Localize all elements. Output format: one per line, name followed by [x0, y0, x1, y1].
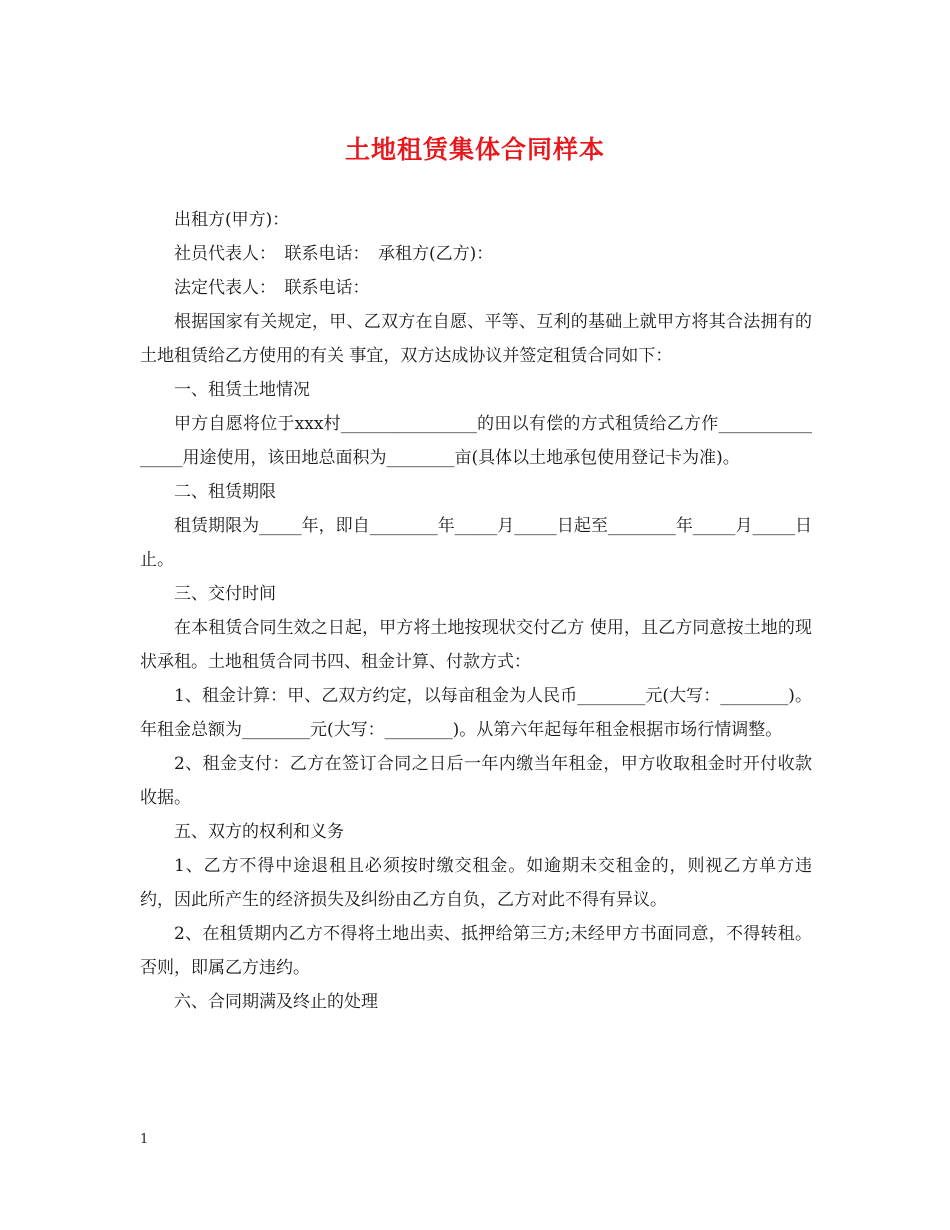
- obligation-paragraph-2: 2、在租赁期内乙方不得将土地出卖、抵押给第三方;未经甲方书面同意，不得转租。否则，即属乙方违约。: [140, 924, 812, 978]
- obligation-paragraph-1: 1、乙方不得中途退租且必须按时缴交租金。如逾期未交租金的，则视乙方单方违约，因此所产生的经济损失及纠纷由乙方自负，乙方对此不得有异议。: [140, 856, 812, 910]
- page-number: 1: [140, 1132, 149, 1147]
- section-heading-5: 五、双方的权利和义务: [174, 822, 344, 842]
- lessor-line: 出租方(甲方)：: [174, 210, 290, 230]
- section-heading-1: 一、租赁土地情况: [174, 380, 310, 400]
- legal-representative-line: 法定代表人： 联系电话：: [174, 278, 370, 298]
- land-description-paragraph: 甲方自愿将位于xxx村________________的田以有偿的方式租赁给乙方作________________用途使用，该田地总面积为________亩(具体以土地承包使用登记卡为准)。: [140, 414, 812, 468]
- delivery-paragraph: 在本租赁合同生效之日起，甲方将土地按现状交付乙方 使用，且乙方同意按土地的现状承租。土地租赁合同书四、租金计算、付款方式：: [140, 618, 812, 672]
- rent-payment-paragraph: 2、租金支付：乙方在签订合同之日后一年内缴当年租金，甲方收取租金时开付收款收据。: [140, 754, 812, 808]
- section-heading-2: 二、租赁期限: [174, 482, 276, 502]
- section-heading-3: 三、交付时间: [174, 584, 276, 604]
- rent-calculation-paragraph: 1、租金计算：甲、乙双方约定，以每亩租金为人民币________元(大写：________)。年租金总额为________元(大写：________)。从第六年起每年租金根据市场行情调整。: [140, 686, 812, 740]
- representative-line: 社员代表人： 联系电话： 承租方(乙方)：: [174, 244, 494, 264]
- lease-term-paragraph: 租赁期限为_____年，即自________年_____月_____日起至________年_____月_____日止。: [140, 516, 812, 570]
- document-body: [140, 203, 812, 1019]
- document-title: 土地租赁集体合同样本: [344, 135, 605, 164]
- preamble-paragraph: 根据国家有关规定，甲、乙双方在自愿、平等、互利的基础上就甲方将其合法拥有的土地租赁给乙方使用的有关 事宜，双方达成协议并签定租赁合同如下：: [140, 312, 812, 366]
- section-heading-6: 六、合同期满及终止的处理: [174, 992, 378, 1012]
